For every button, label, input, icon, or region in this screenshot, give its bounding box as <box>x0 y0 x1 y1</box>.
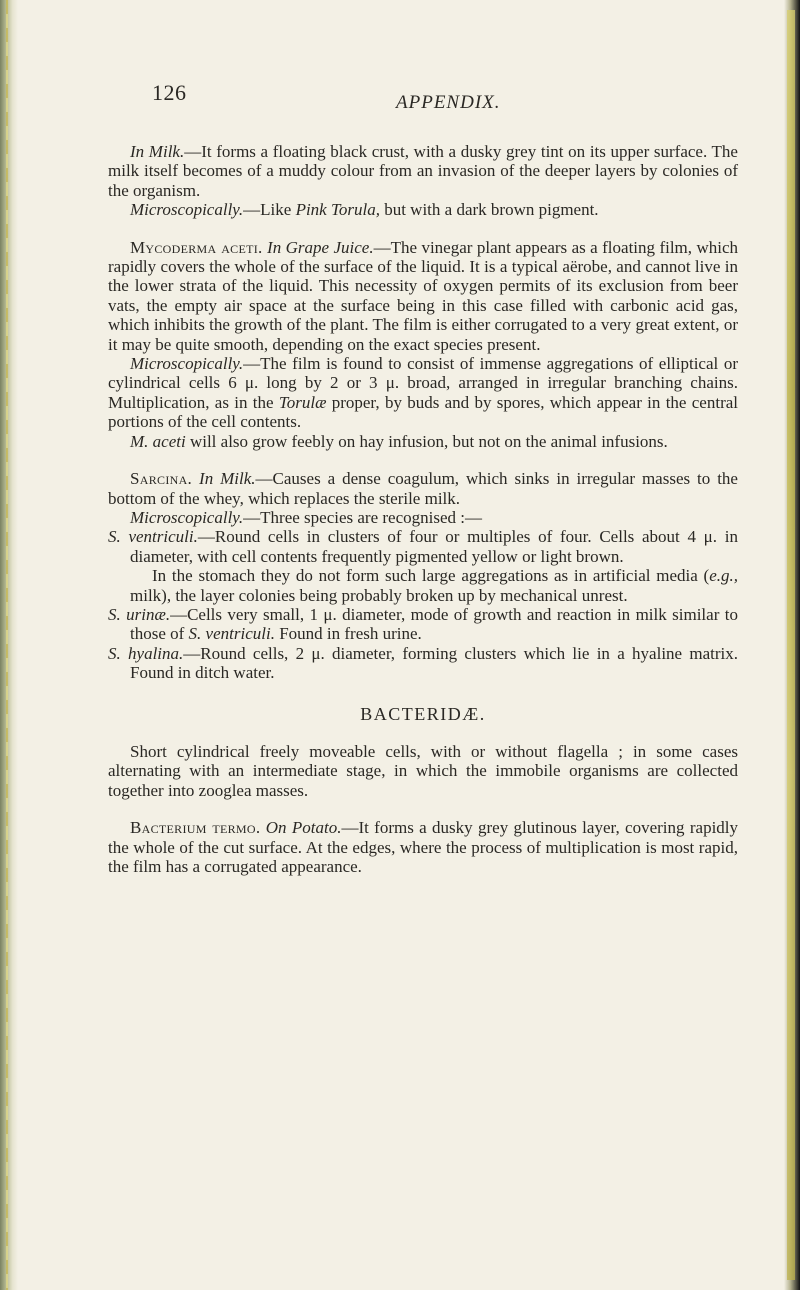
termo-paragraph <box>108 818 738 876</box>
sarcina-micro-text: —Three species are recognised :— <box>243 507 482 527</box>
stomach-note-tail: milk), the layer colonies being probably broken up by mechanical unrest. <box>130 585 628 605</box>
microscopic-text: —Like <box>243 200 296 220</box>
section-heading-bacteridae: BACTERIDÆ. <box>360 703 486 724</box>
scan-binding-edge-left <box>0 0 18 1290</box>
sarcina-micro-paragraph <box>108 508 738 527</box>
microscopic-paragraph <box>108 200 738 219</box>
torulae-name: Torulæ <box>278 392 327 412</box>
stomach-note <box>108 566 738 605</box>
page-header <box>0 80 800 116</box>
mycoderma-text: —The vinegar plant appears as a floating film, which rapidly covers the whole of the surface of the liquid. It is a typical aërobe, and cannot live in the lower strata of the liquid. This necessity of oxygen permits of its exclusion from beer vats, the empty air space at the surface being in this case filled with carbonic acid gas, which inhibits the growth of the plant. The film is either corrugated to a very great extent, or it may be quite smooth, depending on the exact species present. <box>108 237 738 354</box>
species-name: S. urinæ. <box>108 604 171 624</box>
page-number: 126 <box>152 80 187 105</box>
mycoderma-paragraph <box>108 238 738 354</box>
termo-medium: On Potato. <box>265 818 342 838</box>
running-head: APPENDIX. <box>396 92 501 113</box>
sarcina-paragraph <box>108 469 738 508</box>
species-ref: S. ventriculi. <box>188 624 275 644</box>
bacteridae-intro: Short cylindrical freely moveable cells, with or without flagella ; in some cases alternating with an intermediate stage, in which the immobile organisms are collected together into zooglea masses. <box>108 741 738 800</box>
species-text: —Round cells, 2 μ. diameter, forming clusters which lie in a hyaline matrix. Found in ditch water. <box>130 643 738 683</box>
termo-name: Bacterium termo. <box>130 818 261 838</box>
mycoderma-micro-lead: Microscopically. <box>130 354 244 374</box>
species-name: S. hyalina. <box>108 643 184 663</box>
scan-edge-band <box>787 10 795 1280</box>
microscopic-lead: Microscopically. <box>130 200 244 220</box>
scan-binding-edge-right <box>784 0 800 1290</box>
microscopic-tail: but with a dark brown pigment. <box>379 200 599 220</box>
mycoderma-note-text: will also grow feebly on hay infusion, but not on the animal infusions. <box>185 431 668 451</box>
stomach-note-eg: e.g., <box>709 566 738 586</box>
termo-text: —It forms a dusky grey glutinous layer, covering rapidly the whole of the cut surface. At the edges, where the process of multiplication is most rapid, the film has a corrugated appearance. <box>108 818 739 876</box>
sarcina-text: —Causes a dense coagulum, which sinks in irregular masses to the bottom of the whey, which replaces the sterile milk. <box>108 469 738 508</box>
species-text: —Round cells in clusters of four or multiples of four. Cells about 4 μ. in diameter, with cell contents frequently pigmented yellow or light brown. <box>130 527 738 566</box>
sarcina-medium: In Milk. <box>199 469 256 489</box>
pink-torula: Pink Torula, <box>295 200 380 220</box>
page-body <box>108 142 738 876</box>
species-ventriculi <box>108 527 738 566</box>
stomach-note-text: In the stomach they do not form such large aggregations as in artificial media ( <box>152 566 710 586</box>
milk-lead: In Milk. <box>130 142 185 161</box>
mycoderma-note-paragraph <box>108 432 738 451</box>
species-urinae <box>108 605 738 644</box>
mycoderma-micro-paragraph <box>108 354 738 432</box>
mycoderma-micro-text: —The film is found to consist of immense aggregations of elliptical or cylindrical cells 6 μ. long by 2 or 3 μ. broad, arranged in irregular branching chains. Multiplication, as in the <box>108 354 738 412</box>
milk-paragraph <box>108 142 738 200</box>
sarcina-micro-lead: Microscopically. <box>130 507 244 527</box>
mycoderma-note-name: M. aceti <box>130 431 186 451</box>
species-tail: Found in fresh urine. <box>274 624 422 644</box>
species-text: —Cells very small, 1 μ. diameter, mode of growth and reaction in milk similar to those of <box>130 604 738 644</box>
mycoderma-name: Mycoderma aceti. <box>130 237 263 257</box>
species-name: S. ventriculi. <box>108 527 198 547</box>
species-hyalina <box>108 644 738 683</box>
milk-text: —It forms a floating black crust, with a dusky grey tint on its upper surface. The milk itself becomes of a muddy colour from an invasion of the deeper layers by colonies of the organism. <box>108 142 738 200</box>
mycoderma-medium: In Grape Juice. <box>267 237 374 257</box>
mycoderma-micro-tail: proper, by buds and by spores, which appear in the central portions of the cell contents. <box>108 392 738 432</box>
sarcina-name: Sarcina. <box>130 469 193 489</box>
